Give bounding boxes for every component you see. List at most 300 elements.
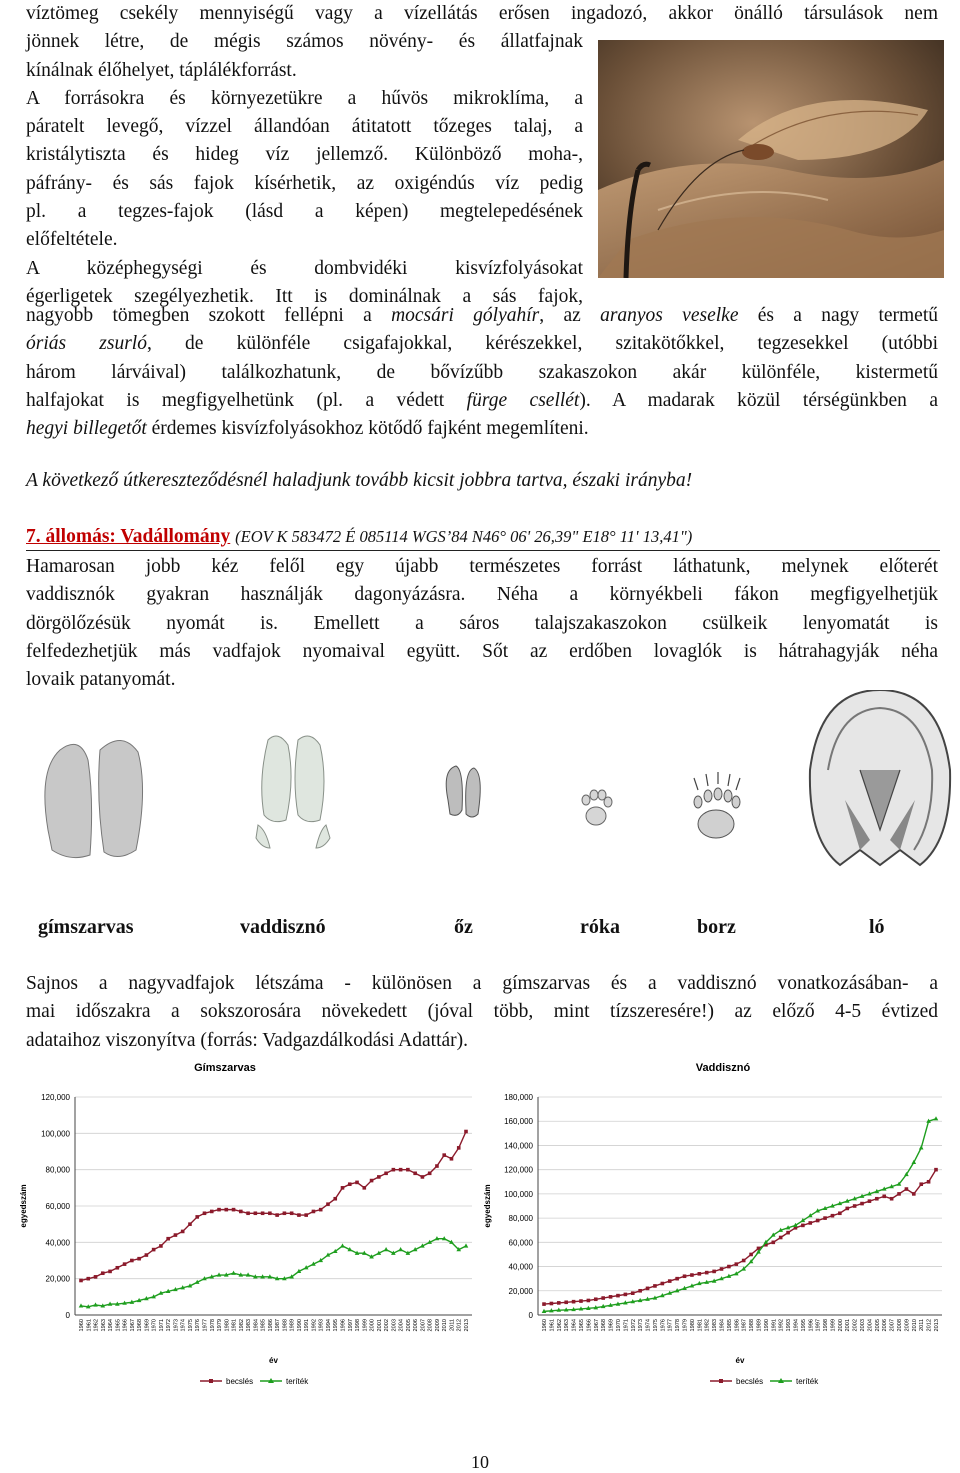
x-tick-label: 1967 (593, 1319, 600, 1332)
data-point (564, 1300, 568, 1304)
data-point (333, 1197, 337, 1201)
track-label-red-deer: gímszarvas (38, 916, 134, 938)
data-point (890, 1197, 894, 1201)
x-tick-label: 1987 (275, 1319, 282, 1332)
y-axis-label: egyedszám (483, 1184, 492, 1228)
red-deer-track-icon (45, 740, 143, 857)
data-point (557, 1301, 561, 1305)
data-point (217, 1208, 221, 1212)
data-point (572, 1300, 576, 1304)
data-point (838, 1211, 842, 1215)
x-tick-label: 1989 (756, 1319, 763, 1332)
text-span: és a nagy termetű (738, 305, 938, 326)
station-coordinates: (EOV K 583472 É 085114 WGS’84 N46° 06' 26,39" E18° 11' 13,41") (235, 527, 693, 546)
data-point (304, 1213, 308, 1217)
x-tick-label: 1986 (734, 1319, 741, 1332)
x-tick-label: 1968 (601, 1319, 608, 1332)
x-tick-label: 1996 (808, 1319, 815, 1332)
x-tick-label: 1970 (151, 1319, 158, 1332)
data-point (166, 1237, 170, 1241)
data-point (742, 1259, 746, 1263)
text-line: dörgölőzésük nyomát is. Emellett a sáros talajszakaszokon csülkeik lenyomatát is (26, 612, 938, 634)
text-line: előfeltétele. (26, 229, 118, 251)
page-number: 10 (471, 1452, 489, 1472)
data-point (174, 1233, 178, 1237)
data-point (79, 1279, 83, 1283)
x-tick-label: 1968 (137, 1319, 144, 1332)
data-point (297, 1213, 301, 1217)
data-point (905, 1187, 909, 1191)
data-point (203, 1211, 207, 1215)
text-line: Hamarosan jobb kéz felől egy újabb természetes forrást láthatunk, melynek előterét (26, 556, 938, 577)
data-point (254, 1211, 258, 1215)
x-tick-label: 2010 (442, 1319, 449, 1332)
data-point (101, 1271, 105, 1275)
species-name: fürge csellét (466, 389, 580, 411)
x-tick-label: 1982 (704, 1319, 711, 1332)
x-tick-label: 1989 (289, 1319, 296, 1332)
x-tick-label: 1960 (79, 1319, 85, 1332)
data-point (853, 1204, 857, 1208)
data-point (727, 1265, 731, 1269)
data-point (831, 1214, 835, 1218)
x-tick-label: 1971 (158, 1319, 165, 1332)
data-point (712, 1270, 716, 1274)
data-point (384, 1172, 388, 1176)
x-tick-label: 2011 (449, 1319, 456, 1332)
text-line: mai időszakra a sokszorosára növekedett (jóval több, mint tízszeresére!) az előző 4-5 évtized (26, 1001, 938, 1023)
legend-marker (719, 1379, 723, 1383)
data-point (934, 1116, 939, 1120)
x-tick-label: 1983 (246, 1319, 253, 1332)
data-point (290, 1211, 294, 1215)
data-point (116, 1266, 120, 1270)
x-tick-label: 1998 (823, 1319, 830, 1332)
data-point (130, 1259, 134, 1263)
text-line (26, 387, 938, 415)
data-point (801, 1224, 805, 1228)
x-tick-label: 1984 (253, 1319, 260, 1332)
x-tick-label: 1979 (682, 1319, 689, 1332)
text-line: kristálytiszta és hideg víz jellemző. Különböző moha-, (26, 144, 583, 166)
data-point (542, 1302, 546, 1306)
y-tick-label: 20,000 (508, 1286, 533, 1296)
data-point (195, 1215, 199, 1219)
badger-track-icon (694, 772, 740, 838)
text-line (26, 415, 938, 443)
y-tick-label: 80,000 (508, 1214, 533, 1224)
data-point (224, 1208, 228, 1212)
x-tick-label: 1982 (238, 1319, 245, 1332)
y-tick-label: 0 (528, 1311, 533, 1320)
station-paragraph (26, 553, 938, 694)
horse-track-icon (810, 690, 950, 865)
data-point (319, 1208, 323, 1212)
data-point (808, 1221, 812, 1225)
data-point (384, 1247, 389, 1251)
caddisfly-illustration (598, 40, 944, 278)
x-tick-label: 2011 (919, 1319, 926, 1332)
data-point (624, 1293, 628, 1297)
data-point (341, 1186, 345, 1190)
species-name: óriás zsurló (26, 333, 147, 355)
data-point (690, 1273, 694, 1277)
data-point (231, 1271, 236, 1275)
data-point (668, 1279, 672, 1283)
x-tick-label: 2013 (464, 1319, 470, 1332)
track-label-horse: ló (869, 916, 885, 938)
legend-label: becslés (226, 1377, 254, 1386)
data-point (912, 1192, 916, 1196)
x-tick-label: 1977 (202, 1319, 209, 1332)
red-deer-chart (10, 1055, 480, 1390)
y-tick-label: 40,000 (508, 1262, 533, 1272)
x-tick-label: 1973 (173, 1319, 180, 1332)
x-tick-label: 1993 (786, 1319, 793, 1332)
data-point (94, 1275, 98, 1279)
data-point (428, 1172, 432, 1176)
wild-boar-track-icon (256, 736, 330, 848)
x-tick-label: 1994 (793, 1319, 800, 1332)
x-tick-label: 2005 (874, 1319, 881, 1332)
data-point (661, 1282, 665, 1286)
x-axis-label: év (269, 1356, 278, 1365)
x-tick-label: 2013 (934, 1319, 940, 1332)
text-line: adataihoz viszonyítva (forrás: Vadgazdálkodási Adattár). (26, 1029, 469, 1051)
x-tick-label: 1972 (166, 1319, 173, 1332)
data-point (638, 1289, 642, 1293)
data-point (550, 1302, 554, 1306)
data-point (875, 1197, 879, 1201)
x-tick-label: 1990 (296, 1319, 303, 1332)
caddisfly-photo (598, 40, 944, 278)
x-tick-label: 1993 (318, 1319, 325, 1332)
track-label-roe-deer: őz (454, 916, 473, 938)
data-point (897, 1192, 901, 1196)
data-point (868, 1199, 872, 1203)
data-point (268, 1211, 272, 1215)
x-tick-label: 1980 (689, 1319, 696, 1332)
x-tick-label: 2008 (427, 1319, 434, 1332)
data-point (326, 1202, 330, 1206)
x-tick-label: 2001 (845, 1319, 852, 1332)
x-tick-label: 1981 (231, 1319, 238, 1332)
y-tick-label: 140,000 (504, 1141, 533, 1151)
stats-paragraph (26, 970, 938, 1055)
x-tick-label: 1999 (362, 1319, 369, 1332)
x-tick-label: 1996 (340, 1319, 347, 1332)
y-tick-label: 160,000 (504, 1117, 533, 1127)
data-point (406, 1168, 410, 1172)
station-heading (26, 524, 940, 551)
text-span: nagyobb tömegben szokott fellépni a (26, 305, 392, 326)
data-point (312, 1210, 316, 1214)
species-name: aranyos veselke (600, 305, 739, 326)
x-tick-label: 2004 (867, 1319, 874, 1332)
x-tick-label: 1988 (749, 1319, 756, 1332)
data-point (464, 1243, 469, 1247)
fox-track-icon (582, 790, 612, 825)
text-line: páratelt levegő, vízzel állandóan átitatott tőzeges talaj, a (26, 116, 583, 138)
text-line: páfrány- és sás fajok kísérhetik, az oxigéndús víz pedig (26, 172, 583, 194)
x-tick-label: 1963 (564, 1319, 571, 1332)
x-tick-label: 1984 (719, 1319, 726, 1332)
wild-boar-chart (480, 1055, 950, 1390)
y-tick-label: 80,000 (45, 1165, 70, 1175)
data-point (464, 1130, 468, 1134)
text-line: három lárváival) találkozhatunk, de bővízűbb szakaszokon akár különféle, kistermetű (26, 361, 938, 383)
data-point (720, 1267, 724, 1271)
x-tick-label: 1961 (549, 1319, 556, 1332)
text-span: érdemes kisvízfolyásokhoz kötődő fajként megemlíteni. (146, 418, 589, 440)
data-point (587, 1299, 591, 1303)
data-point (749, 1253, 753, 1257)
x-tick-label: 1979 (217, 1319, 224, 1332)
data-point (705, 1271, 709, 1275)
x-tick-label: 1992 (778, 1319, 785, 1332)
data-point (675, 1277, 679, 1281)
y-tick-label: 100,000 (41, 1129, 70, 1139)
x-tick-label: 1974 (180, 1319, 187, 1332)
x-tick-label: 1990 (763, 1319, 770, 1332)
data-point (683, 1274, 687, 1278)
chart-title: Gímszarvas (194, 1062, 256, 1074)
data-point (779, 1236, 783, 1240)
y-tick-label: 40,000 (45, 1238, 70, 1248)
text-line: égerligetek szegélyezhetik. Itt is dominálnak a sás fajok, (26, 285, 583, 307)
text-span: ). A madarak közül térségünkben a (579, 389, 938, 411)
text-line: A középhegységi és dombvidéki kisvízfolyásokat (26, 257, 583, 279)
x-tick-label: 1971 (623, 1319, 630, 1332)
series-line (544, 1119, 936, 1312)
y-tick-label: 180,000 (504, 1093, 533, 1102)
x-tick-label: 1978 (209, 1319, 216, 1332)
data-point (579, 1299, 583, 1303)
data-point (631, 1291, 635, 1295)
text-line: jönnek létre, de mégis számos növény- és állatfajnak (26, 31, 583, 53)
x-tick-label: 1976 (195, 1319, 202, 1332)
y-tick-label: 120,000 (41, 1093, 70, 1102)
x-tick-label: 1967 (129, 1319, 136, 1332)
species-name: mocsári gólyahír (391, 305, 540, 326)
x-tick-label: 2005 (405, 1319, 412, 1332)
legend-label: teríték (286, 1377, 309, 1386)
roe-deer-track-icon (446, 766, 480, 817)
data-point (413, 1172, 417, 1176)
x-tick-label: 1976 (660, 1319, 667, 1332)
data-point (159, 1244, 163, 1248)
data-point (919, 1145, 924, 1149)
track-label-badger: borz (697, 916, 736, 938)
data-point (646, 1287, 650, 1291)
text-line (26, 330, 938, 358)
x-tick-label: 1997 (815, 1319, 822, 1332)
x-tick-label: 2007 (889, 1319, 896, 1332)
track-illustrations (30, 690, 960, 890)
data-point (860, 1202, 864, 1206)
text-line: kínálnak élőhelyet, táplálékforrást. (26, 59, 297, 81)
y-axis-label: egyedszám (19, 1184, 28, 1228)
data-point (594, 1297, 598, 1301)
x-tick-label: 1991 (771, 1319, 778, 1332)
series-line (81, 1239, 466, 1307)
x-tick-label: 1962 (93, 1319, 100, 1332)
x-tick-label: 2010 (911, 1319, 918, 1332)
text-line: pl. a tegzes-fajok (lásd a képen) megtelepedésének (26, 201, 583, 223)
x-tick-label: 1998 (355, 1319, 362, 1332)
x-tick-label: 1992 (311, 1319, 318, 1332)
data-point (137, 1257, 141, 1261)
x-tick-label: 1999 (830, 1319, 837, 1332)
x-tick-label: 2006 (882, 1319, 889, 1332)
x-tick-label: 2008 (897, 1319, 904, 1332)
x-tick-label: 2003 (391, 1319, 398, 1332)
x-tick-label: 1980 (224, 1319, 231, 1332)
legend-label: becslés (736, 1377, 764, 1386)
data-point (882, 1195, 886, 1199)
direction-text: A következő útkereszteződésnél haladjunk tovább kicsit jobbra tartva, északi irányba! (26, 470, 693, 491)
text-line: víztömeg csekély mennyiségű vagy a vízellátás erősen ingadozó, akkor önálló társulások nem (26, 3, 938, 24)
x-tick-label: 1964 (108, 1319, 115, 1332)
data-point (392, 1168, 396, 1172)
x-tick-label: 1965 (578, 1319, 585, 1332)
x-tick-label: 2002 (384, 1319, 391, 1332)
data-point (457, 1146, 461, 1150)
data-point (845, 1207, 849, 1211)
x-tick-label: 1965 (115, 1319, 122, 1332)
x-tick-label: 1988 (282, 1319, 289, 1332)
data-point (108, 1270, 112, 1274)
species-paragraph (26, 302, 938, 443)
x-tick-label: 1977 (667, 1319, 674, 1332)
x-tick-label: 1994 (325, 1319, 332, 1332)
data-point (348, 1182, 352, 1186)
data-point (239, 1210, 243, 1214)
data-point (232, 1208, 236, 1212)
x-tick-label: 1986 (267, 1319, 274, 1332)
data-point (735, 1262, 739, 1266)
data-point (246, 1211, 250, 1215)
data-point (261, 1211, 265, 1215)
x-tick-label: 2002 (852, 1319, 859, 1332)
x-tick-label: 1966 (586, 1319, 593, 1332)
x-tick-label: 1981 (697, 1319, 704, 1332)
x-tick-label: 2004 (398, 1319, 405, 1332)
text-line: A forrásokra és környezetükre a hűvös mikroklíma, a (26, 87, 583, 109)
x-tick-label: 2006 (413, 1319, 420, 1332)
x-tick-label: 2007 (420, 1319, 427, 1332)
x-tick-label: 1974 (645, 1319, 652, 1332)
x-tick-label: 2009 (904, 1319, 911, 1332)
x-tick-label: 1961 (86, 1319, 93, 1332)
x-tick-label: 1983 (712, 1319, 719, 1332)
data-point (283, 1211, 287, 1215)
x-tick-label: 2009 (434, 1319, 441, 1332)
data-point (210, 1210, 214, 1214)
data-point (181, 1230, 185, 1234)
data-point (370, 1179, 374, 1183)
legend-marker (209, 1379, 213, 1383)
x-tick-label: 2012 (456, 1319, 463, 1332)
data-point (275, 1213, 279, 1217)
data-point (377, 1175, 381, 1179)
species-name: hegyi billegetőt (26, 418, 147, 440)
x-tick-label: 1985 (260, 1319, 267, 1332)
x-axis-label: év (735, 1356, 745, 1365)
x-tick-label: 1987 (741, 1319, 748, 1332)
direction-note (26, 467, 938, 495)
data-point (152, 1248, 156, 1252)
x-tick-label: 2000 (369, 1319, 376, 1332)
y-tick-label: 120,000 (504, 1165, 533, 1175)
data-point (399, 1168, 403, 1172)
chart-title: Vaddisznó (695, 1062, 751, 1074)
x-tick-label: 1969 (608, 1319, 615, 1332)
data-point (927, 1180, 931, 1184)
text-line: vaddisznók gyakran használják dagonyázásra. Néha a környékbeli fákon megfigyelhetjük (26, 584, 938, 606)
data-point (355, 1181, 359, 1185)
data-point (601, 1296, 605, 1300)
x-tick-label: 2003 (860, 1319, 867, 1332)
text-line (26, 302, 938, 330)
data-point (340, 1243, 345, 1247)
data-point (123, 1262, 127, 1266)
x-tick-label: 1975 (652, 1319, 659, 1332)
x-tick-label: 2012 (926, 1319, 933, 1332)
x-tick-label: 1995 (333, 1319, 340, 1332)
data-point (421, 1175, 425, 1179)
data-point (450, 1157, 454, 1161)
data-point (363, 1186, 367, 1190)
x-tick-label: 1970 (615, 1319, 622, 1332)
y-tick-label: 60,000 (508, 1238, 533, 1248)
x-tick-label: 1973 (638, 1319, 645, 1332)
text-span: halfajokat is megfigyelhetünk (pl. a védett (26, 389, 467, 411)
data-point (145, 1253, 149, 1257)
text-span: , az (539, 305, 601, 326)
x-tick-label: 1972 (630, 1319, 637, 1332)
x-tick-label: 1991 (304, 1319, 311, 1332)
x-tick-label: 1997 (347, 1319, 354, 1332)
data-point (698, 1272, 702, 1276)
x-tick-label: 2000 (837, 1319, 844, 1332)
x-tick-label: 1963 (100, 1319, 107, 1332)
x-tick-label: 1975 (187, 1319, 194, 1332)
x-tick-label: 1964 (571, 1319, 578, 1332)
x-tick-label: 1962 (556, 1319, 563, 1332)
y-tick-label: 20,000 (45, 1274, 70, 1284)
x-tick-label: 1995 (800, 1319, 807, 1332)
x-tick-label: 1960 (542, 1319, 548, 1332)
text-line: felfedezhetjük más vadfajok nyomaival együtt. Sőt az erdőben lovaglók is hátrahagyják néha (26, 640, 938, 662)
data-point (934, 1168, 938, 1172)
data-point (188, 1222, 192, 1226)
data-point (86, 1277, 90, 1281)
text-span: , de különféle csigafajokkal, kérészekkel, szitakötőkkel, tegzesekkel (utóbbi (146, 333, 939, 355)
station-title: 7. állomás: Vadállomány (26, 526, 231, 547)
x-tick-label: 1969 (144, 1319, 151, 1332)
data-point (398, 1247, 403, 1251)
data-point (786, 1231, 790, 1235)
y-tick-label: 100,000 (504, 1189, 533, 1199)
data-point (616, 1294, 620, 1298)
data-point (823, 1216, 827, 1220)
y-tick-label: 60,000 (45, 1202, 70, 1211)
data-point (609, 1295, 613, 1299)
data-point (816, 1219, 820, 1223)
data-point (771, 1241, 775, 1245)
data-point (442, 1153, 446, 1157)
